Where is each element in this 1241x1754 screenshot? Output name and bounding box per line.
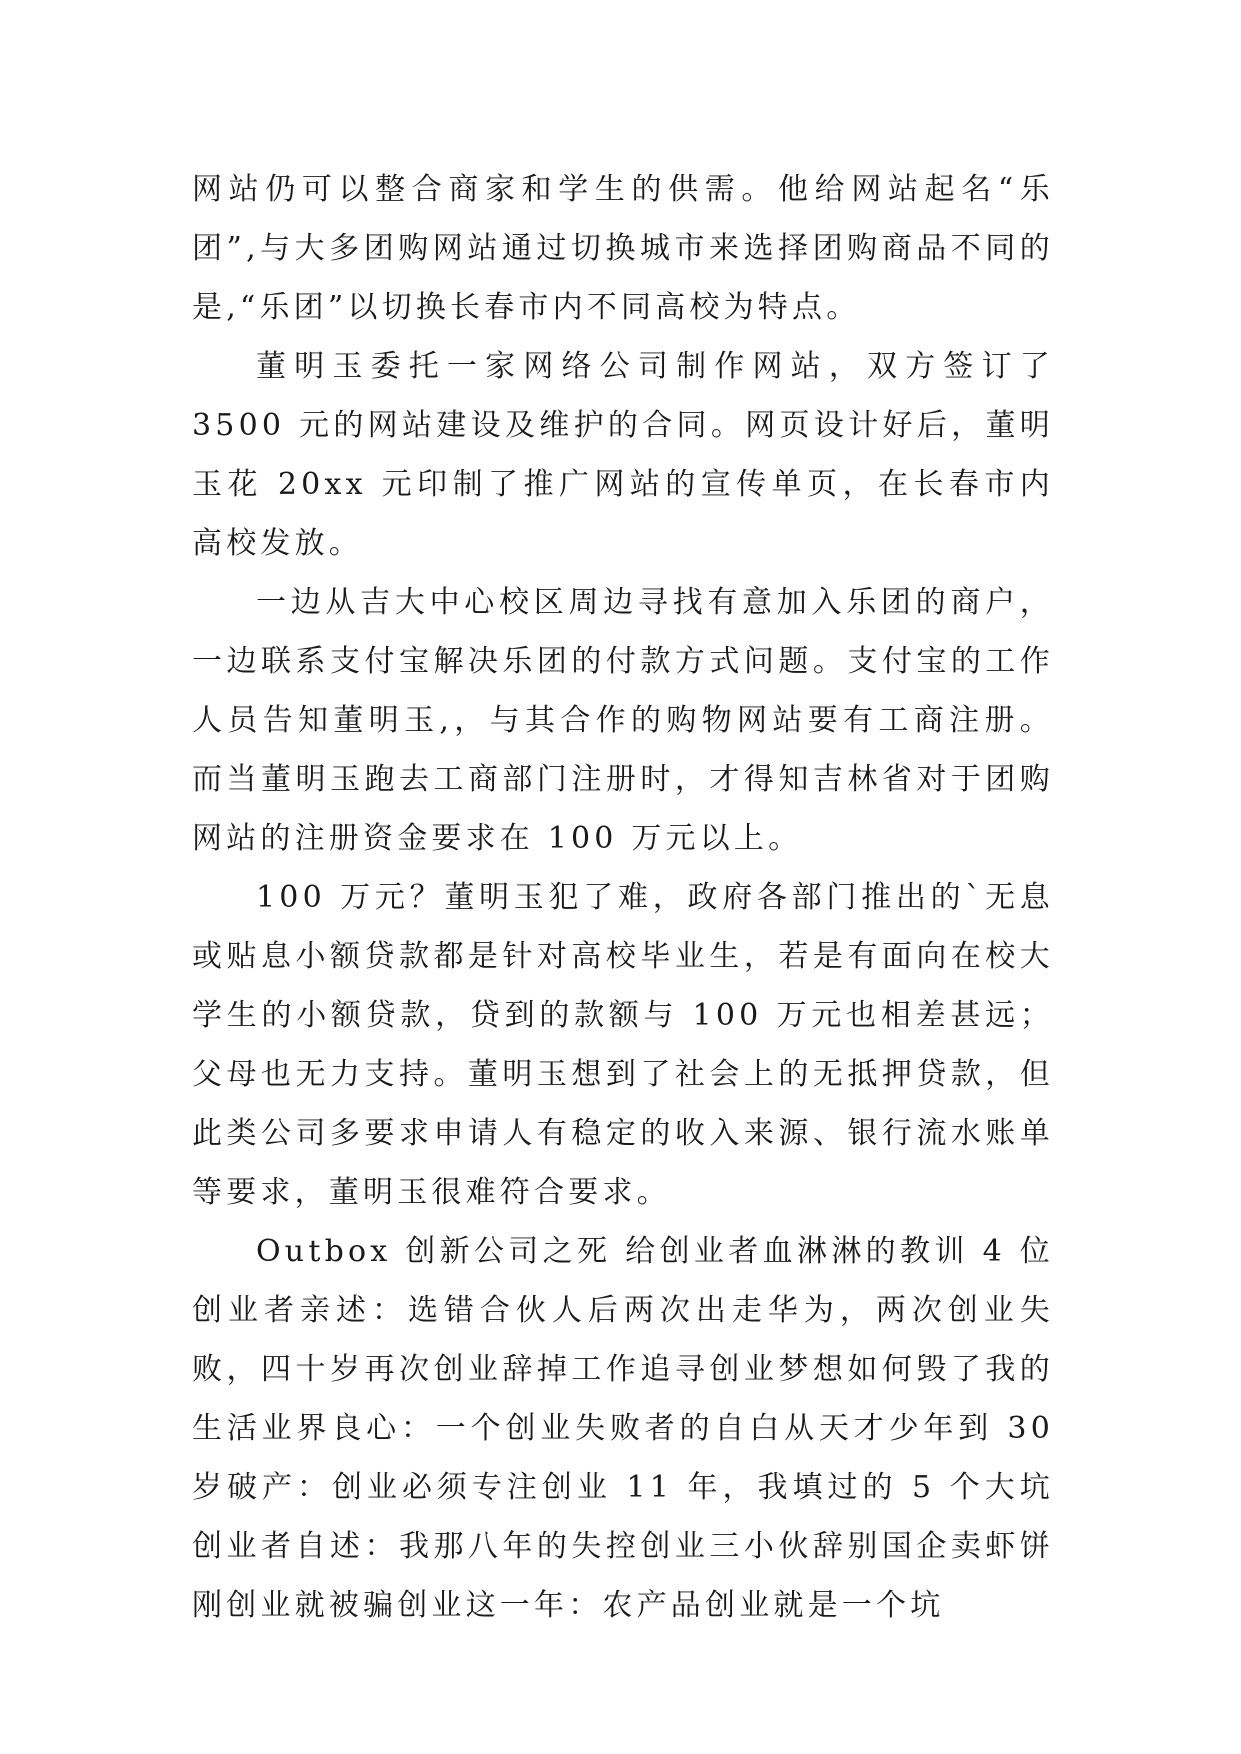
paragraph: Outbox 创新公司之死 给创业者血淋淋的教训 4 位创业者亲述：选错合伙人后两次出走华为，两次创业失败，四十岁再次创业辞掉工作追寻创业梦想如何毁了我的生活业界良心：一个创业失败者的自白从天才少年到 30 岁破产：创业必须专注创业 11 年，我填过的 5 个大坑创业者自述：我那八年的失控创业三小伙辞别国企卖虾饼 刚创业就被骗创业这一年：农产品创业就是一个坑: [192, 1234, 1054, 1623]
paragraph: 董明玉委托一家网络公司制作网站，双方签订了 3500 元的网站建设及维护的合同。网页设计好后，董明玉花 20xx 元印制了推广网站的宣传单页，在长春市内高校发放。: [192, 349, 1054, 561]
paragraph-continued: 网站仍可以整合商家和学生的供需。他给网站起名“乐团”,与大多团购网站通过切换城市来选择团购商品不同的是,“乐团”以切换长春市内不同高校为特点。: [192, 172, 1054, 325]
document-body: [192, 160, 1054, 1635]
paragraph: 100 万元？董明玉犯了难，政府各部门推出的`无息或贴息小额贷款都是针对高校毕业生，若是有面向在校大学生的小额贷款，贷到的款额与 100 万元也相差甚远；父母也无力支持。董明玉想到了社会上的无抵押贷款，但此类公司多要求申请人有稳定的收入来源、银行流水账单等要求，董明玉很难符合要求。: [192, 880, 1054, 1210]
paragraph: 一边从吉大中心校区周边寻找有意加入乐团的商户，一边联系支付宝解决乐团的付款方式问题。支付宝的工作人员告知董明玉,，与其合作的购物网站要有工商注册。而当董明玉跑去工商部门注册时，才得知吉林省对于团购网站的注册资金要求在 100 万元以上。: [192, 585, 1054, 856]
